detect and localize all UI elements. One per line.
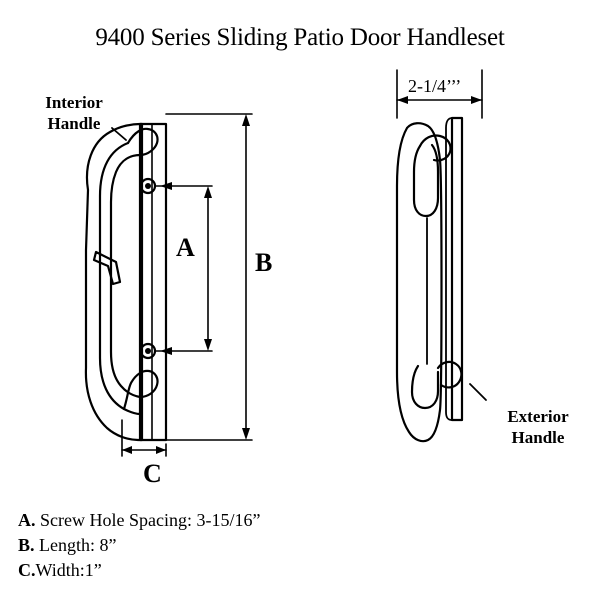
legend-text-b: Length: 8” xyxy=(34,535,117,555)
dimension-label-a: A xyxy=(176,233,195,262)
dim-arrow-b-top xyxy=(242,114,250,126)
exterior-handle-label-line1: Exterior xyxy=(507,407,569,426)
dim-arrow-c-right xyxy=(156,446,166,454)
legend-item-a xyxy=(18,508,260,533)
exterior-handle-label xyxy=(488,406,588,448)
legend-key-c: C. xyxy=(18,560,36,580)
interior-grip-inner xyxy=(111,155,140,397)
exterior-handle-drawing xyxy=(397,118,462,441)
dimension-lines-interior xyxy=(112,114,252,456)
interior-handle-label-line1: Interior xyxy=(45,93,103,112)
exterior-backplate xyxy=(397,123,442,441)
dimension-label-b: B xyxy=(255,248,273,277)
interior-handle-label xyxy=(26,92,122,134)
leader-line-exterior xyxy=(470,384,486,400)
legend-key-b: B. xyxy=(18,535,35,555)
legend-item-c xyxy=(18,558,260,583)
dimension-label-top-width: 2-1/4’’’ xyxy=(408,76,462,96)
dim-arrow-top-right xyxy=(471,96,482,104)
legend-text-a: Screw Hole Spacing: 3-15/16” xyxy=(35,510,261,530)
dim-arrow-b-bottom xyxy=(242,428,250,440)
interior-body-outline xyxy=(86,124,142,440)
dimension-legend xyxy=(18,508,260,583)
exterior-grip-bottom xyxy=(412,366,438,408)
page-title: 9400 Series Sliding Patio Door Handleset xyxy=(95,24,505,51)
interior-thumb-latch xyxy=(94,252,120,284)
interior-handle-label-line2: Handle xyxy=(47,114,101,133)
exterior-grip-top xyxy=(414,145,438,216)
dim-arrow-c-left xyxy=(122,446,132,454)
interior-screw-hole-bottom-center xyxy=(145,348,151,354)
legend-item-b xyxy=(18,533,260,558)
interior-handle-drawing xyxy=(86,124,166,440)
legend-key-a: A. xyxy=(18,510,36,530)
dim-arrow-a-top xyxy=(204,186,212,198)
exterior-handle-label-line2: Handle xyxy=(511,428,565,447)
dim-arrow-top-left xyxy=(397,96,408,104)
dim-arrow-a-bottom xyxy=(204,339,212,351)
legend-text-c: Width:1” xyxy=(35,560,102,580)
dimension-label-c: C xyxy=(143,459,162,488)
interior-screw-hole-top-center xyxy=(145,183,151,189)
